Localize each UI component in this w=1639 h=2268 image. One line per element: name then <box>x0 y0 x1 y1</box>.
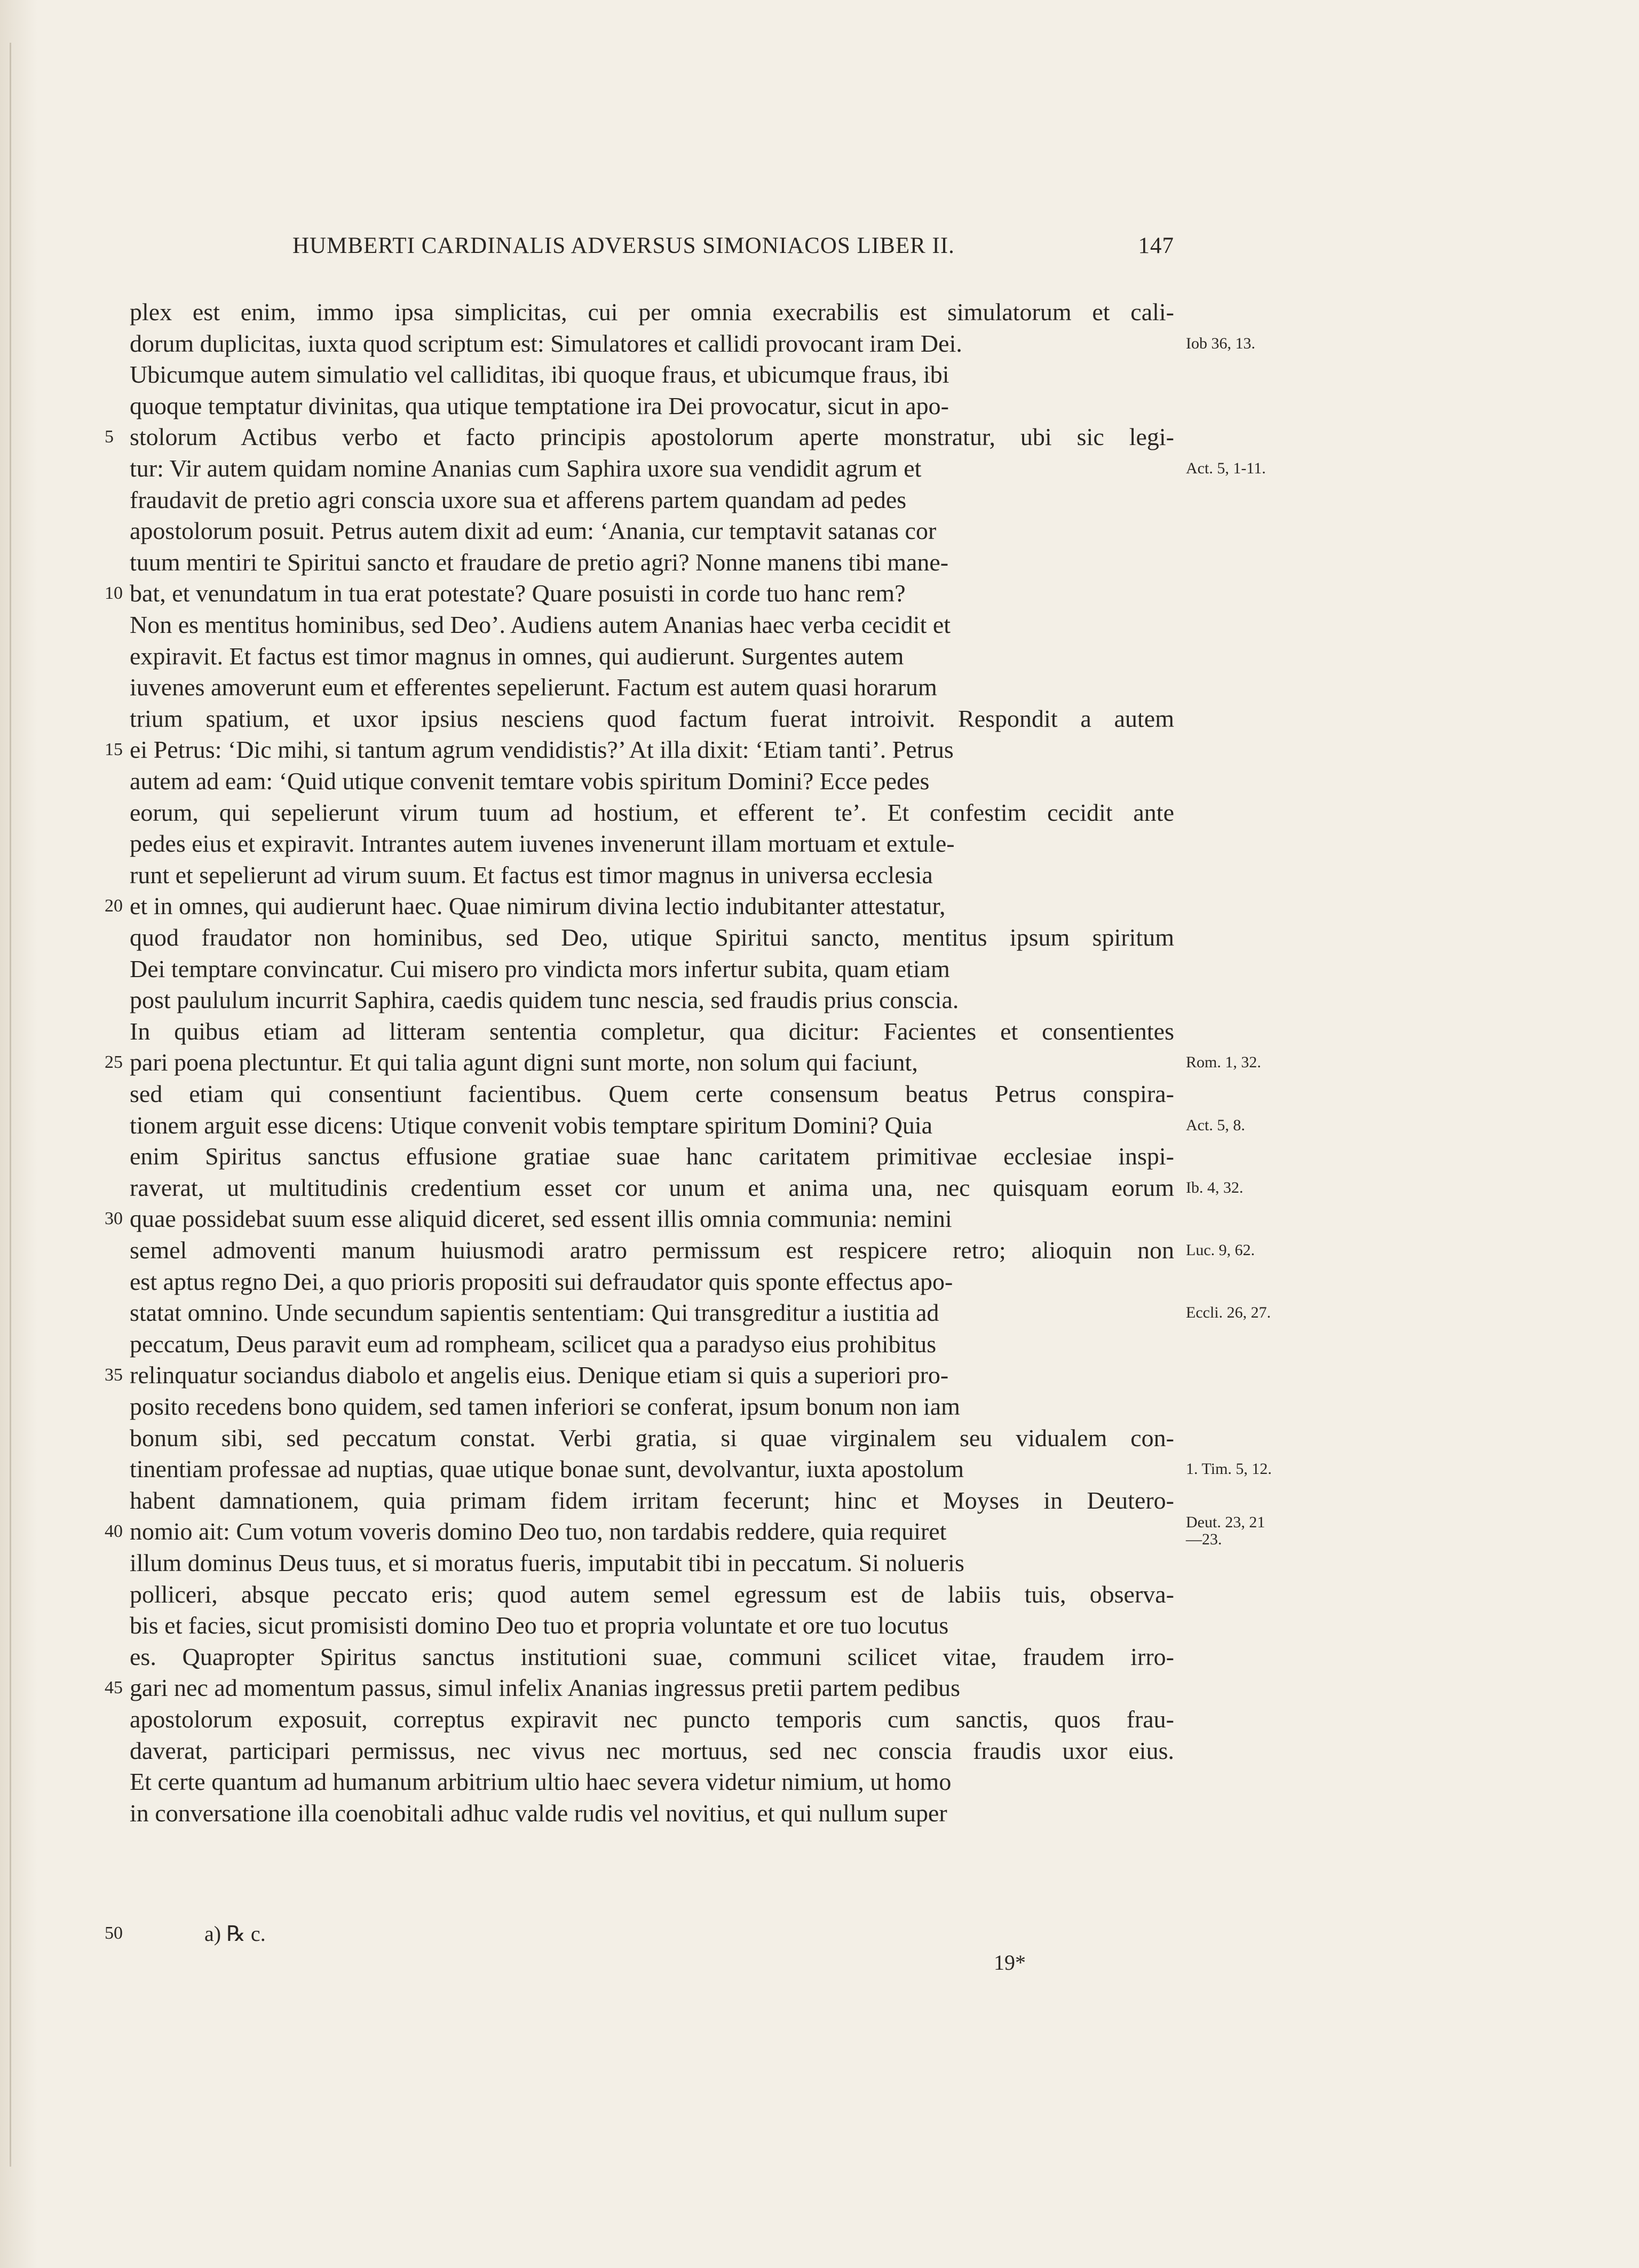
line-number: 30 <box>105 1209 123 1228</box>
line-text: Dei temptare convincatur. Cui misero pro vindicta mors infertur subita, quam etiam <box>130 955 950 982</box>
line-text: et in omnes, qui audierunt haec. Quae nimirum divina lectio indubitanter attestatur, <box>130 892 946 919</box>
line-text: tur: Vir autem quidam nomine Ananias cum Saphira uxore sua vendidit agrum et <box>130 455 922 482</box>
signature-mark: 19* <box>994 1950 1026 1974</box>
line-text: bat, et venundatum in tua erat potestate? Quare posuisti in corde tuo hanc rem? <box>130 580 906 607</box>
page-edge-line <box>10 43 11 2167</box>
line-text: relinquatur sociandus diabolo et angelis eius. Denique etiam si quis a superiori pro- <box>130 1361 949 1389</box>
line-text: peccatum, Deus paravit eum ad rompheam, scilicet qua a paradyso eius prohibitus <box>130 1330 937 1358</box>
line-text: nomio ait: Cum votum voveris domino Deo tuo, non tardabis reddere, quia requiret <box>130 1518 947 1545</box>
line-text: trium spatium, et uxor ipsius nesciens quod factum fuerat introivit. Respondit a autem <box>130 705 1174 732</box>
line-number: 20 <box>105 896 123 916</box>
footnote: a) ℞ c. <box>204 1922 266 1946</box>
margin-reference: Iob 36, 13. <box>1186 335 1255 352</box>
line-text: ei Petrus: ‘Dic mihi, si tantum agrum vendidistis?’ At illa dixit: ‘Etiam tanti’. Petrus <box>130 736 954 763</box>
line-text: post paululum incurrit Saphira, caedis quidem tunc nescia, sed fraudis prius conscia. <box>130 986 959 1013</box>
line-text: Ubicumque autem simulatio vel calliditas, ibi quoque fraus, et ubicumque fraus, ibi <box>130 361 949 388</box>
margin-reference: Ib. 4, 32. <box>1186 1179 1244 1196</box>
line-text: semel admoventi manum huiusmodi aratro permissum est respicere retro; alioquin non <box>130 1236 1174 1264</box>
line-text: tuum mentiri te Spiritui sancto et fraudare de pretio agri? Nonne manens tibi mane- <box>130 549 949 576</box>
line-text: raverat, ut multitudinis credentium esset cor unum et anima una, nec quisquam eorum <box>130 1174 1174 1201</box>
line-text: gari nec ad momentum passus, simul infelix Ananias ingressus pretii partem pedibus <box>130 1674 961 1701</box>
line-text: quod fraudator non hominibus, sed Deo, utique Spiritui sancto, mentitus ipsum spiritum <box>130 924 1174 951</box>
running-title: HUMBERTI CARDINALIS ADVERSUS SIMONIACOS LIBER II. <box>292 233 955 258</box>
line-text: fraudavit de pretio agri conscia uxore sua et afferens partem quandam ad pedes <box>130 486 907 513</box>
line-text: quoque temptatur divinitas, qua utique temptatione ira Dei provocatur, sicut in apo- <box>130 392 949 419</box>
line-text: tionem arguit esse dicens: Utique convenit vobis temptare spiritum Domini? Quia <box>130 1112 933 1139</box>
line-number: 25 <box>105 1052 123 1072</box>
line-number: 35 <box>105 1365 123 1385</box>
line-text: stolorum Actibus verbo et facto principis apostolorum aperte monstratur, ubi sic legi- <box>130 423 1174 450</box>
line-text: iuvenes amoverunt eum et efferentes sepelierunt. Factum est autem quasi horarum <box>130 673 937 701</box>
line-text: pari poena plectuntur. Et qui talia agunt digni sunt morte, non solum qui faciunt, <box>130 1049 918 1076</box>
line-text: Et certe quantum ad humanum arbitrium ultio haec severa videtur nimium, ut homo <box>130 1768 952 1795</box>
line-text: bis et facies, sicut promisisti domino Deo tuo et propria voluntate et ore tuo locutus <box>130 1612 949 1639</box>
margin-reference: Deut. 23, 21 —23. <box>1186 1513 1265 1548</box>
line-text: In quibus etiam ad litteram sententia completur, qua dicitur: Facientes et consentientes <box>130 1018 1174 1045</box>
line-number: 5 <box>105 427 114 447</box>
line-text: statat omnino. Unde secundum sapientis sententiam: Qui transgreditur a iustitia ad <box>130 1299 939 1326</box>
line-text: bonum sibi, sed peccatum constat. Verbi gratia, si quae virginalem seu vidualem con- <box>130 1424 1174 1452</box>
line-text: autem ad eam: ‘Quid utique convenit temtare vobis spiritum Domini? Ecce pedes <box>130 767 930 795</box>
line-text: in conversatione illa coenobitali adhuc valde rudis vel novitius, et qui nullum super <box>130 1799 947 1827</box>
margin-reference: Rom. 1, 32. <box>1186 1053 1261 1071</box>
line-text: Non es mentitus hominibus, sed Deo’. Audiens autem Ananias haec verba cecidit et <box>130 611 951 638</box>
line-text: enim Spiritus sanctus effusione gratiae suae hanc caritatem primitivae ecclesiae inspi- <box>130 1143 1174 1170</box>
line-number: 10 <box>105 583 123 603</box>
running-header <box>292 233 1174 259</box>
footnote-line-number: 50 <box>105 1923 123 1943</box>
line-text: quae possidebat suum esse aliquid diceret, sed essent illis omnia communia: nemini <box>130 1205 952 1232</box>
line-number: 40 <box>105 1521 123 1541</box>
page-gutter-shadow <box>0 0 37 2268</box>
line-number: 45 <box>105 1678 123 1698</box>
line-text: polliceri, absque peccato eris; quod autem semel egressum est de labiis tuis, observa- <box>130 1581 1174 1608</box>
line-text: tinentiam professae ad nuptias, quae utique bonae sunt, devolvantur, iuxta apostolum <box>130 1455 964 1482</box>
line-text: pedes eius et expiravit. Intrantes autem iuvenes invenerunt illam mortuam et extule- <box>130 830 955 857</box>
margin-reference: 1. Tim. 5, 12. <box>1186 1460 1272 1478</box>
margin-reference: Luc. 9, 62. <box>1186 1241 1255 1259</box>
line-text: apostolorum exposuit, correptus expiravit nec puncto temporis cum sanctis, quos frau- <box>130 1706 1174 1733</box>
line-number: 15 <box>105 740 123 759</box>
line-text: daverat, participari permissus, nec vivus nec mortuus, sed nec conscia fraudis uxor eius. <box>130 1737 1174 1764</box>
line-text: eorum, qui sepelierunt virum tuum ad hostium, et efferent te’. Et confestim cecidit ante <box>130 799 1174 826</box>
margin-reference: Act. 5, 8. <box>1186 1116 1245 1134</box>
line-text: expiravit. Et factus est timor magnus in omnes, qui audierunt. Surgentes autem <box>130 643 904 670</box>
line-text: apostolorum posuit. Petrus autem dixit ad eum: ‘Anania, cur temptavit satanas cor <box>130 517 937 544</box>
line-text: runt et sepelierunt ad virum suum. Et factus est timor magnus in universa ecclesia <box>130 861 933 889</box>
line-text: dorum duplicitas, iuxta quod scriptum est: Simulatores et callidi provocant iram Dei. <box>130 330 962 357</box>
line-text: plex est enim, immo ipsa simplicitas, cui per omnia execrabilis est simulatorum et cali- <box>130 298 1174 326</box>
line-text: sed etiam qui consentiunt facientibus. Quem certe consensum beatus Petrus conspira- <box>130 1080 1174 1107</box>
line-text: illum dominus Deus tuus, et si moratus fueris, imputabit tibi in peccatum. Si nolueris <box>130 1549 964 1576</box>
margin-reference: Act. 5, 1-11. <box>1186 459 1266 477</box>
line-text: posito recedens bono quidem, sed tamen inferiori se conferat, ipsum bonum non iam <box>130 1393 960 1420</box>
page-number: 147 <box>1138 233 1174 258</box>
line-text: es. Quapropter Spiritus sanctus institutioni suae, communi scilicet vitae, fraudem irro- <box>130 1643 1174 1670</box>
margin-reference: Eccli. 26, 27. <box>1186 1304 1271 1321</box>
line-text: est aptus regno Dei, a quo prioris propositi sui defraudator quis sponte effectus apo- <box>130 1268 953 1295</box>
line-text: habent damnationem, quia primam fidem irritam fecerunt; hinc et Moyses in Deutero- <box>130 1487 1174 1514</box>
